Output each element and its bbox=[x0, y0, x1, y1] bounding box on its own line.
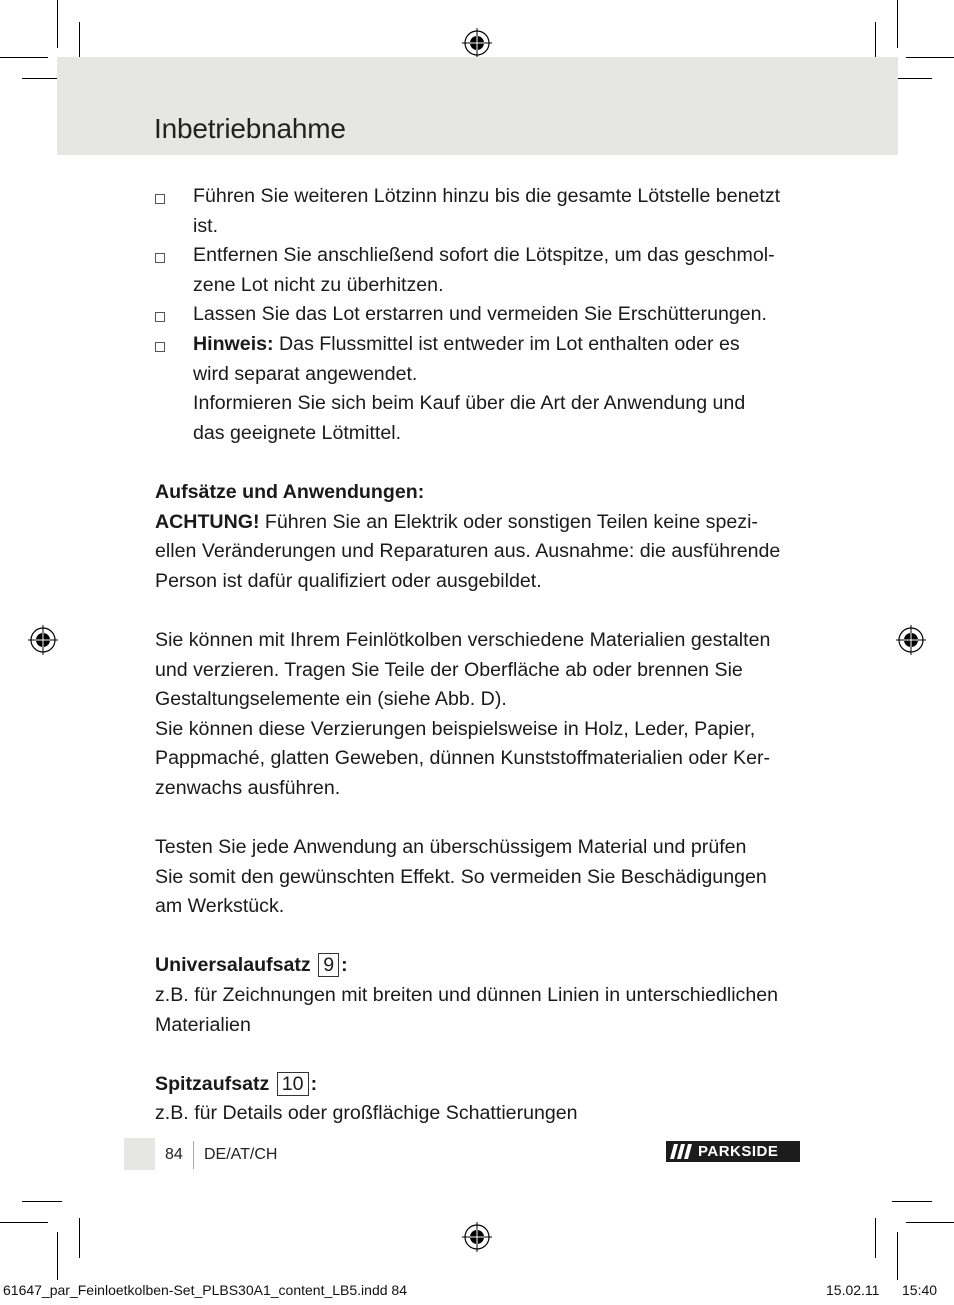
crop-mark bbox=[897, 1232, 898, 1280]
locale-label: DE/AT/CH bbox=[204, 1146, 278, 1163]
paragraph-line: am Werkstück. bbox=[155, 895, 285, 918]
slug-filename: 61647_par_Feinloetkolben-Set_PLBS30A1_content_LB5.indd 84 bbox=[3, 1282, 407, 1298]
tip-heading: Spitzaufsatz 10 : bbox=[155, 1072, 318, 1095]
registration-mark-icon bbox=[462, 28, 492, 58]
crop-mark bbox=[875, 1218, 876, 1258]
footer-divider bbox=[193, 1141, 194, 1169]
brand-name: PARKSIDE bbox=[698, 1143, 779, 1160]
paragraph-line: z.B. für Zeichnungen mit breiten und dünnen Linien in unterschiedlichen bbox=[155, 984, 779, 1007]
note-line: wird separat angewendet. bbox=[193, 362, 418, 385]
main-content bbox=[155, 182, 805, 1129]
paragraph-line: und verzieren. Tragen Sie Teile der Oberfläche ab oder brennen Sie bbox=[155, 658, 743, 681]
slug-time: 15:40 bbox=[902, 1282, 938, 1298]
crop-mark bbox=[0, 1222, 48, 1223]
warning-line: Person ist dafür qualifiziert oder ausgebildet. bbox=[155, 569, 542, 592]
list-item-text: zene Lot nicht zu überhitzen. bbox=[193, 273, 444, 296]
paragraph-line: Sie können mit Ihrem Feinlötkolben verschiedene Materialien gestalten bbox=[155, 628, 771, 651]
crop-mark bbox=[906, 57, 954, 58]
brand-stripes-icon bbox=[666, 1141, 696, 1162]
bullet-square-icon bbox=[155, 312, 165, 322]
crop-mark bbox=[892, 1201, 932, 1202]
paragraph-line: Pappmaché, glatten Geweben, dünnen Kunststoffmaterialien oder Ker- bbox=[155, 747, 771, 770]
note-line: Informieren Sie sich beim Kauf über die Art der Anwendung und bbox=[193, 392, 746, 415]
registration-mark-icon bbox=[28, 625, 58, 655]
registration-mark-icon bbox=[462, 1222, 492, 1252]
warning-line: ellen Veränderungen und Reparaturen aus. Ausnahme: die ausführende bbox=[155, 540, 781, 563]
slug-date: 15.02.11 bbox=[826, 1282, 880, 1298]
universal-heading: Universalaufsatz 9 : bbox=[155, 954, 348, 977]
note-text: Das Flussmittel ist entweder im Lot enthalten oder es bbox=[273, 332, 740, 355]
bullet-square-icon bbox=[155, 342, 165, 352]
paragraph-line: Materialien bbox=[155, 1013, 251, 1036]
page-number: 84 bbox=[165, 1146, 183, 1163]
paragraph-line: zenwachs ausführen. bbox=[155, 776, 341, 799]
list-item-text: Führen Sie weiteren Lötzinn hinzu bis die gesamte Lötstelle benetzt ist. bbox=[193, 185, 781, 237]
note-label: Hinweis: bbox=[193, 332, 274, 355]
paragraph-line: z.B. für Details oder großflächige Schattierungen bbox=[155, 1102, 578, 1125]
part-reference-badge: 10 bbox=[277, 1072, 309, 1096]
note-line bbox=[193, 330, 805, 360]
registration-mark-icon bbox=[896, 625, 926, 655]
footer-marker bbox=[124, 1138, 155, 1170]
list-item bbox=[155, 300, 805, 330]
bullet-square-icon bbox=[155, 194, 165, 204]
paragraph-line: Sie können diese Verzierungen beispielsweise in Holz, Leder, Papier, bbox=[155, 717, 756, 740]
crop-mark bbox=[906, 1222, 954, 1223]
crop-mark bbox=[79, 1218, 80, 1258]
bullet-square-icon bbox=[155, 253, 165, 263]
crop-mark bbox=[79, 22, 80, 62]
crop-mark bbox=[22, 1201, 62, 1202]
paragraph-line: Sie somit den gewünschten Effekt. So vermeiden Sie Beschädigungen bbox=[155, 865, 767, 888]
note-line: das geeignete Lötmittel. bbox=[193, 421, 402, 444]
crop-mark bbox=[0, 57, 48, 58]
warning-label: ACHTUNG! bbox=[155, 510, 260, 533]
crop-mark bbox=[897, 0, 898, 48]
list-item-note bbox=[155, 330, 805, 448]
list-item-text: Lassen Sie das Lot erstarren und vermeiden Sie Erschütterungen. bbox=[193, 303, 767, 326]
crop-mark bbox=[875, 22, 876, 62]
crop-mark bbox=[57, 0, 58, 48]
paragraph-line: Gestaltungselemente ein (siehe Abb. D). bbox=[155, 688, 507, 711]
crop-mark bbox=[57, 1232, 58, 1280]
section-heading: Aufsätze und Anwendungen: bbox=[155, 480, 425, 503]
crop-mark bbox=[892, 78, 932, 79]
page-title: Inbetriebnahme bbox=[154, 113, 346, 144]
part-reference-badge: 9 bbox=[318, 953, 339, 977]
brand-logo bbox=[666, 1141, 800, 1162]
paragraph-line: Testen Sie jede Anwendung an überschüssigem Material und prüfen bbox=[155, 836, 747, 859]
list-item bbox=[155, 241, 805, 300]
list-item bbox=[155, 182, 805, 241]
crop-mark bbox=[22, 78, 62, 79]
warning-line: ACHTUNG! Führen Sie an Elektrik oder sonstigen Teilen keine spezi- bbox=[155, 510, 758, 533]
list-item-text: Entfernen Sie anschließend sofort die Lötspitze, um das geschmol- bbox=[193, 244, 775, 267]
